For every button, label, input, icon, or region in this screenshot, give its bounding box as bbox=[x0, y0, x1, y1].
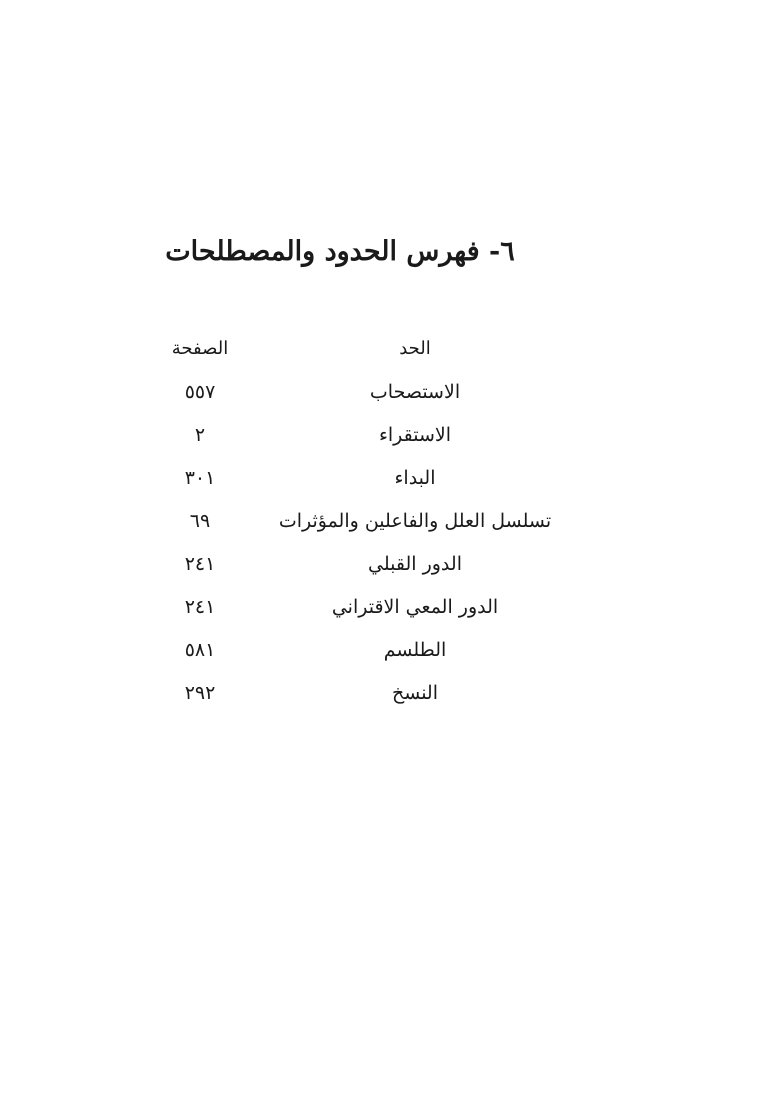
page-number-cell: ٢٩٢ bbox=[184, 682, 216, 704]
page-number-cell: ٢٤١ bbox=[184, 553, 216, 575]
table-row bbox=[150, 502, 560, 545]
page-number-cell: ٦٩ bbox=[189, 510, 211, 532]
table-row bbox=[150, 459, 560, 502]
page-number-cell: ٢ bbox=[194, 424, 206, 446]
column-header-term: الحد bbox=[399, 338, 431, 359]
term-cell: تسلسل العلل والفاعلين والمؤثرات bbox=[278, 510, 552, 532]
table-row bbox=[150, 588, 560, 631]
term-cell: الدور المعي الاقتراني bbox=[331, 596, 499, 618]
table-header-row bbox=[150, 330, 560, 373]
term-cell: الاستقراء bbox=[378, 424, 452, 446]
page-title: ٦- فهرس الحدود والمصطلحات bbox=[165, 236, 515, 267]
column-header-page: الصفحة bbox=[171, 338, 229, 359]
page-number-cell: ٣٠١ bbox=[184, 467, 216, 489]
table-row bbox=[150, 674, 560, 717]
table-row bbox=[150, 631, 560, 674]
table-row bbox=[150, 416, 560, 459]
term-cell: النسخ bbox=[391, 682, 438, 704]
table-row bbox=[150, 545, 560, 588]
terms-index-table bbox=[150, 330, 560, 717]
page-number-cell: ٥٥٧ bbox=[184, 381, 216, 403]
page-number-cell: ٥٨١ bbox=[184, 639, 216, 661]
term-cell: الاستصحاب bbox=[369, 381, 461, 403]
term-cell: الطلسم bbox=[383, 639, 447, 661]
page-number-cell: ٢٤١ bbox=[184, 596, 216, 618]
term-cell: البداء bbox=[394, 467, 436, 489]
term-cell: الدور القبلي bbox=[368, 553, 462, 575]
table-row bbox=[150, 373, 560, 416]
